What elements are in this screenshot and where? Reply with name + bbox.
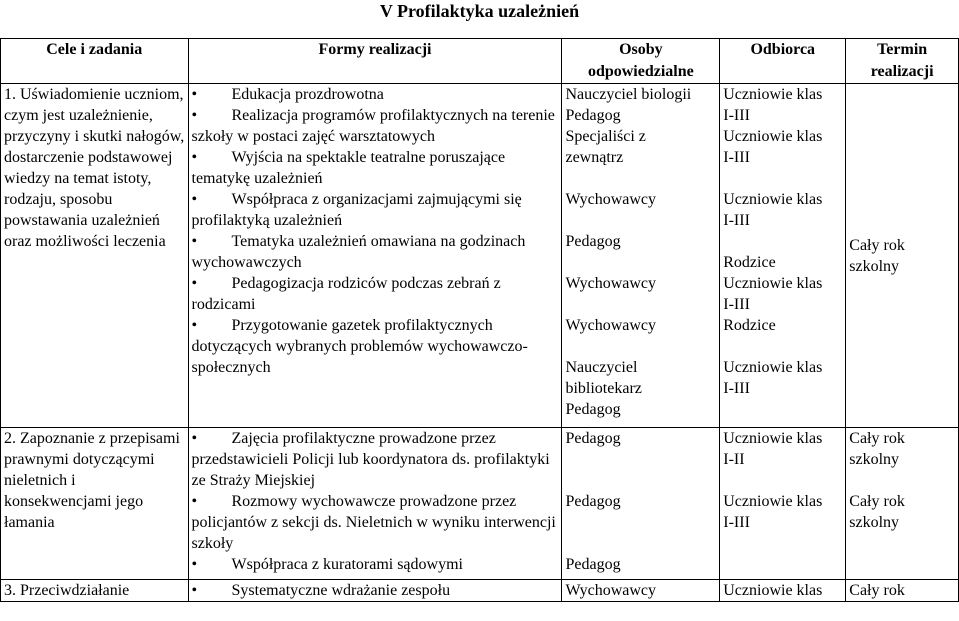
header-term-line2: realizacji [870, 63, 934, 80]
spacer [565, 210, 716, 231]
header-persons-line1: Osoby [619, 41, 663, 58]
list-item-text: Systematyczne wdrażanie zespołu [231, 582, 451, 599]
row2-terms [846, 428, 959, 580]
table-row [1, 428, 959, 580]
spacer [849, 470, 955, 491]
spacer [565, 294, 716, 315]
header-term-line1: Termin [877, 41, 928, 58]
row1-recipients [720, 84, 846, 428]
header-persons [562, 39, 720, 84]
bullet-icon: • [191, 582, 198, 599]
bullet-icon: • [191, 107, 198, 124]
row2-persons [562, 428, 720, 580]
person-line: Wychowawcy [565, 191, 657, 208]
recipient-line: I-III [723, 296, 750, 313]
spacer [565, 449, 716, 470]
spacer [565, 168, 716, 189]
list-item [192, 491, 559, 554]
bullet-icon: • [191, 493, 198, 510]
bullet-icon: • [191, 86, 198, 103]
list-item-text: Współpraca z kuratorami sądowymi [231, 556, 463, 573]
spacer [565, 512, 716, 533]
spacer [565, 470, 716, 491]
bullet-icon: • [191, 191, 198, 208]
person-line: Pedagog [565, 401, 621, 418]
recipient-line: I-III [723, 149, 750, 166]
header-goals: Cele i zadania [1, 39, 189, 84]
spacer [723, 470, 842, 491]
spacer [723, 336, 842, 357]
row3-person: Wychowawcy [562, 580, 720, 602]
spacer [565, 533, 716, 554]
list-item [192, 580, 559, 601]
header-forms: Formy realizacji [188, 39, 562, 84]
recipient-line: Uczniowie klas [723, 86, 823, 103]
term-line: Cały rok [849, 430, 905, 447]
row3-forms [188, 580, 562, 602]
term-line: szkolny [849, 514, 900, 531]
row3-goal: 3. Przeciwdziałanie [1, 580, 189, 602]
person-line: bibliotekarz [565, 380, 642, 397]
bullet-icon: • [191, 556, 198, 573]
person-line: Pedagog [565, 430, 621, 447]
person-line: Nauczyciel [565, 359, 638, 376]
list-item [192, 273, 559, 315]
list-item-text: Tematyka uzależnień omawiana na godzinach wychowawczych [191, 233, 526, 271]
recipient-line: Uczniowie klas [723, 359, 823, 376]
recipient-line: I-III [723, 212, 750, 229]
spacer [723, 231, 842, 252]
row2-forms [188, 428, 562, 580]
spacer [723, 168, 842, 189]
row1-term [846, 84, 959, 428]
section-title: V Profilaktyka uzależnień [379, 1, 580, 21]
bullet-icon: • [191, 317, 198, 334]
person-line: Pedagog [565, 556, 621, 573]
person-line: Pedagog [565, 493, 621, 510]
bullet-icon: • [191, 233, 198, 250]
bullet-icon: • [191, 430, 198, 447]
row1-term-line2: szkolny [849, 257, 900, 275]
recipient-line: I-III [723, 380, 750, 397]
term-line: szkolny [849, 451, 900, 468]
list-item [192, 84, 559, 105]
list-item-text: Współpraca z organizacjami zajmującymi się profilaktyką uzależnień [191, 191, 522, 229]
list-item [192, 315, 559, 378]
list-item-text: Edukacja prozdrowotna [231, 86, 384, 103]
list-item-text: Wyjścia na spektakle teatralne poruszające tematykę uzależnień [191, 149, 506, 187]
row1-forms [188, 84, 562, 428]
person-line: Nauczyciel biologii [565, 86, 692, 103]
list-item-text: Przygotowanie gazetek profilaktycznych dotyczących wybranych problemów wychowawczo-społecznych [191, 317, 528, 376]
table-row [1, 580, 959, 602]
row1-persons [562, 84, 720, 428]
row1-term-line1: Cały rok [849, 236, 905, 254]
list-item [192, 189, 559, 231]
recipient-line: Uczniowie klas [723, 493, 823, 510]
header-recipient: Odbiorca [720, 39, 846, 84]
person-line: zewnątrz [565, 149, 624, 166]
prevention-table [0, 38, 959, 602]
list-item-text: Pedagogizacja rodziców podczas zebrań z rodzicami [191, 275, 501, 313]
recipient-line: I-II [723, 451, 745, 468]
spacer [565, 336, 716, 357]
row3-term: Cały rok [846, 580, 959, 602]
header-term [846, 39, 959, 84]
recipient-line: Uczniowie klas [723, 430, 823, 447]
table-row [1, 84, 959, 428]
person-line: Wychowawcy [565, 317, 657, 334]
bullet-icon: • [191, 149, 198, 166]
recipient-line: Rodzice [723, 317, 776, 334]
row3-recipient: Uczniowie klas [720, 580, 846, 602]
spacer [565, 252, 716, 273]
list-item [192, 147, 559, 189]
recipient-line: I-III [723, 514, 750, 531]
bullet-icon: • [191, 275, 198, 292]
recipient-line: Rodzice [723, 254, 776, 271]
person-line: Pedagog [565, 233, 621, 250]
recipient-line: Uczniowie klas [723, 275, 823, 292]
row2-goal: 2. Zapoznanie z przepisami prawnymi dotyczącymi nieletnich i konsekwencjami jego łamania [1, 428, 189, 580]
header-row [1, 39, 959, 84]
row1-goal: 1. Uświadomienie uczniom, czym jest uzależnienie, przyczyny i skutki nałogów, dostarczenie podstawowej wiedzy na temat istoty, rodzaju, sposobu powstawania uzależnień oraz możliwości leczenia [1, 84, 189, 428]
row2-recipients [720, 428, 846, 580]
list-item-text: Rozmowy wychowawcze prowadzone przez policjantów z sekcji ds. Nieletnich w wyniku interwencji szkoły [191, 493, 556, 552]
person-line: Wychowawcy [565, 275, 657, 292]
term-line: Cały rok [849, 493, 905, 510]
recipient-line: Uczniowie klas [723, 191, 823, 208]
list-item-text: Realizacja programów profilaktycznych na terenie szkoły w postaci zajęć warsztatowych [191, 107, 555, 145]
person-line: Pedagog [565, 107, 621, 124]
list-item [192, 231, 559, 273]
list-item-text: Zajęcia profilaktyczne prowadzone przez przedstawicieli Policji lub koordynatora ds. profilaktyki ze Straży Miejskiej [191, 430, 550, 489]
recipient-line: I-III [723, 107, 750, 124]
list-item [192, 105, 559, 147]
header-persons-line2: odpowiedzialne [587, 63, 694, 80]
list-item [192, 428, 559, 491]
recipient-line: Uczniowie klas [723, 128, 823, 145]
person-line: Specjaliści z [565, 128, 646, 145]
list-item [192, 554, 559, 575]
